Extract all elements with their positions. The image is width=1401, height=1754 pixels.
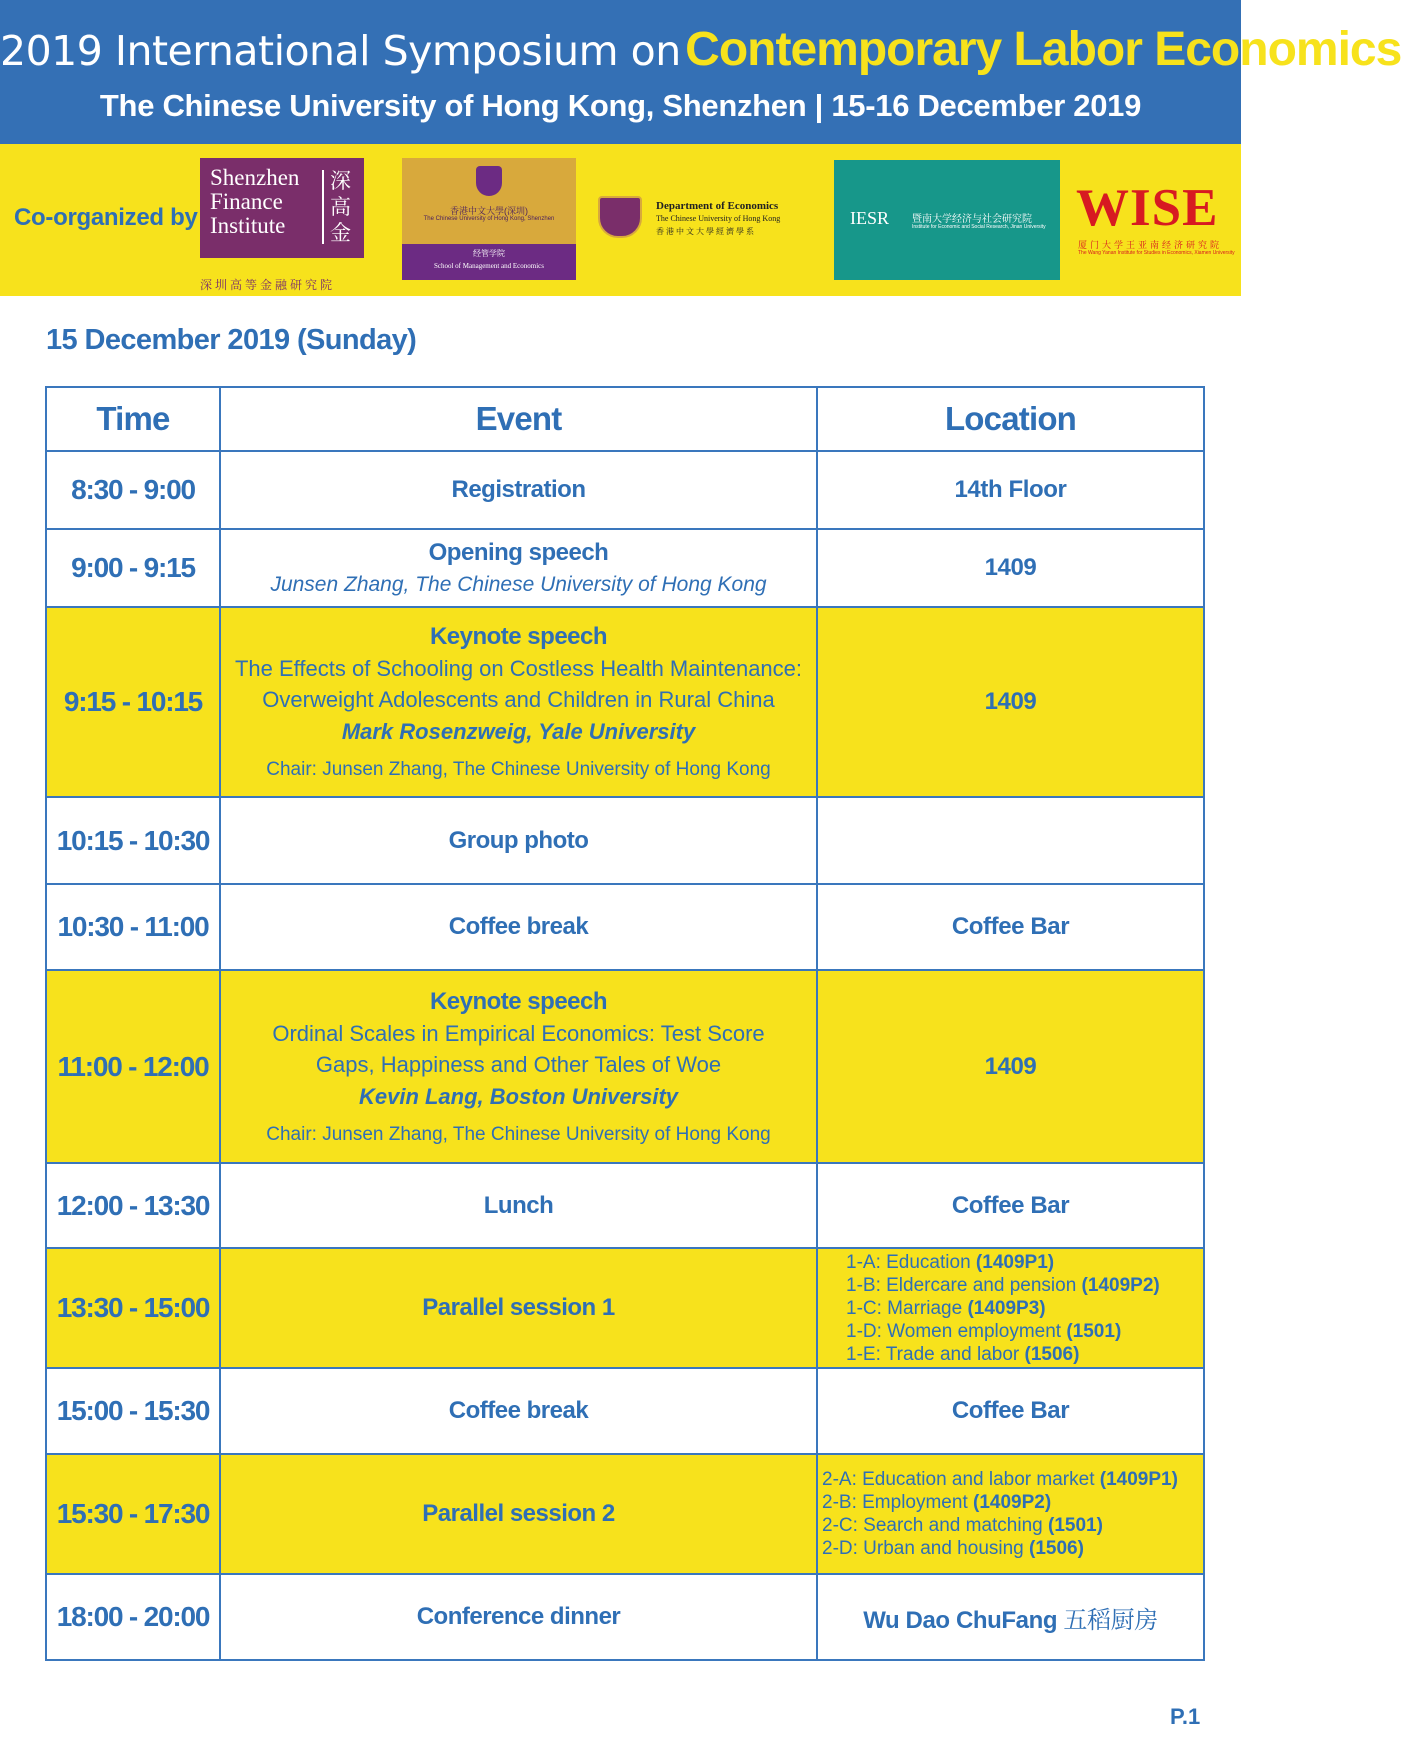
- row-location: Coffee Bar: [951, 913, 1070, 940]
- cuhk-econ-logo: [598, 196, 808, 242]
- row-time: 18:00 - 20:00: [56, 1601, 210, 1632]
- row-location: Coffee Bar: [951, 1191, 1070, 1219]
- row-location: 14th Floor: [954, 476, 1067, 503]
- table-header-row: [46, 387, 1204, 451]
- table-row: [46, 529, 1204, 607]
- schedule-table: [45, 386, 1205, 1661]
- list-item: 1-E: Trade and labor (1506): [846, 1343, 1080, 1365]
- table-row: [46, 884, 1204, 970]
- table-row: [46, 797, 1204, 884]
- wise-name-cn: 厦门大学王亚南经济研究院: [1078, 240, 1223, 250]
- row-chair: Chair: Junsen Zhang, The Chinese University of Hong Kong: [266, 759, 771, 780]
- day-heading: 15 December 2019 (Sunday): [46, 324, 417, 356]
- row-event: Parallel session 2: [422, 1500, 615, 1527]
- row-event: Coffee break: [448, 1397, 589, 1424]
- iesr-abbr: IESR: [850, 208, 890, 228]
- iesr-name-en: Institute for Economic and Social Research, Jinan University: [912, 224, 1046, 230]
- list-item: 2-C: Search and matching (1501): [822, 1515, 1103, 1536]
- row-location: 1409: [984, 1052, 1037, 1080]
- title-plain: 2019 International Symposium on: [0, 27, 681, 75]
- list-item: 1-D: Women employment (1501): [846, 1320, 1122, 1342]
- row-event: Keynote speech: [429, 623, 608, 650]
- row-event: Opening speech: [428, 539, 609, 566]
- list-item: 2-B: Employment (1409P2): [822, 1492, 1052, 1513]
- sfi-name: Shenzhen Finance Institute: [210, 165, 300, 238]
- table-row: [46, 1248, 1204, 1368]
- row-time: 15:00 - 15:30: [56, 1395, 210, 1426]
- session-list: [818, 1251, 1203, 1366]
- iesr-name-cn: 暨南大学经济与社会研究院: [912, 214, 1032, 225]
- sfi-seal-icon: 深 高 金: [330, 169, 351, 245]
- row-event: Registration: [451, 476, 586, 503]
- row-location: 1409: [984, 554, 1037, 581]
- row-chair: Chair: Junsen Zhang, The Chinese University of Hong Kong: [266, 1123, 771, 1145]
- row-location: Wu Dao ChuFang 五稻厨房: [863, 1605, 1158, 1634]
- session-list: [818, 1468, 1203, 1560]
- row-event: Keynote speech: [429, 987, 608, 1015]
- list-item: 1-A: Education (1409P1): [846, 1251, 1055, 1273]
- page-title: [0, 22, 1401, 77]
- list-item: 1-C: Marriage (1409P3): [846, 1297, 1046, 1319]
- co-organized-label: Co-organized by: [14, 204, 198, 231]
- row-event: Parallel session 1: [422, 1294, 615, 1321]
- cuhk-econ-dept: Department of Economics: [656, 200, 779, 212]
- cuhk-econ-univ: The Chinese University of Hong Kong: [656, 214, 781, 223]
- list-item: 2-A: Education and labor market (1409P1): [822, 1469, 1178, 1490]
- table-row: [46, 607, 1204, 797]
- row-location: Coffee Bar: [951, 1397, 1070, 1424]
- talk-title: The Effects of Schooling on Costless Health Maintenance: Overweight Adolescents and Children in Rural China: [234, 656, 803, 712]
- page-number: P.1: [1170, 1704, 1201, 1729]
- row-event: Group photo: [448, 826, 589, 854]
- table-row: [46, 1574, 1204, 1660]
- sfi-name-cn: 深圳高等金融研究院: [200, 278, 336, 292]
- table-row: [46, 451, 1204, 529]
- wise-logo: [1074, 179, 1236, 262]
- title-banner: [0, 0, 1401, 144]
- page-subtitle: The Chinese University of Hong Kong, Shenzhen | 15-16 December 2019: [99, 88, 1142, 123]
- wise-name-en: The Wang Yanan Institute for Studies in Economics, Xiamen University: [1078, 250, 1235, 256]
- header-time: Time: [46, 387, 220, 451]
- table-row: [46, 1454, 1204, 1574]
- table-row: [46, 970, 1204, 1163]
- talk-title: Ordinal Scales in Empirical Economics: Test Score Gaps, Happiness and Other Tales of Woe: [272, 1020, 765, 1077]
- row-event: Lunch: [483, 1191, 554, 1219]
- cuhk-sz-logo: [402, 158, 576, 280]
- row-speaker: Mark Rosenzweig, Yale University: [341, 719, 696, 744]
- table-row: [46, 1368, 1204, 1454]
- row-time: 8:30 - 9:00: [71, 474, 195, 505]
- row-location: 1409: [984, 688, 1037, 715]
- row-time: 9:00 - 9:15: [71, 552, 195, 583]
- row-speaker: Junsen Zhang, The Chinese University of Hong Kong: [270, 573, 767, 596]
- row-speaker: Kevin Lang, Boston University: [358, 1083, 679, 1109]
- cuhk-econ-crest-icon: [598, 196, 642, 238]
- row-time: 15:30 - 17:30: [56, 1498, 210, 1529]
- table-row: [46, 1163, 1204, 1248]
- sponsor-band: [0, 144, 1241, 296]
- wise-abbr: WISE: [1076, 179, 1219, 237]
- row-event: Conference dinner: [416, 1603, 621, 1630]
- cuhk-sz-name-cn: 香港中文大學(深圳): [450, 206, 528, 216]
- cuhk-sz-school-en: School of Management and Economics: [433, 262, 545, 270]
- iesr-logo: [834, 160, 1060, 280]
- row-time: 10:30 - 11:00: [57, 911, 209, 942]
- row-time: 12:00 - 13:30: [56, 1189, 210, 1221]
- row-time: 13:30 - 15:00: [56, 1292, 210, 1323]
- cuhk-sz-name-en: The Chinese University of Hong Kong, Shenzhen: [423, 216, 555, 222]
- header-location: Location: [817, 387, 1204, 451]
- header-event: Event: [220, 387, 817, 451]
- list-item: 1-B: Eldercare and pension (1409P2): [846, 1274, 1160, 1296]
- row-time: 10:15 - 10:30: [56, 824, 210, 856]
- sfi-logo: [200, 158, 364, 300]
- cuhk-sz-school-cn: 经管学院: [473, 249, 505, 258]
- title-accent: Contemporary Labor Economics: [685, 23, 1401, 76]
- cuhk-econ-dept-cn: 香港中文大學經濟學系: [656, 227, 756, 236]
- cuhk-crest-icon: [476, 166, 502, 196]
- row-time: 9:15 - 10:15: [63, 686, 203, 717]
- row-event: Coffee break: [448, 913, 589, 940]
- row-time: 11:00 - 12:00: [57, 1050, 209, 1082]
- list-item: 2-D: Urban and housing (1506): [822, 1538, 1084, 1559]
